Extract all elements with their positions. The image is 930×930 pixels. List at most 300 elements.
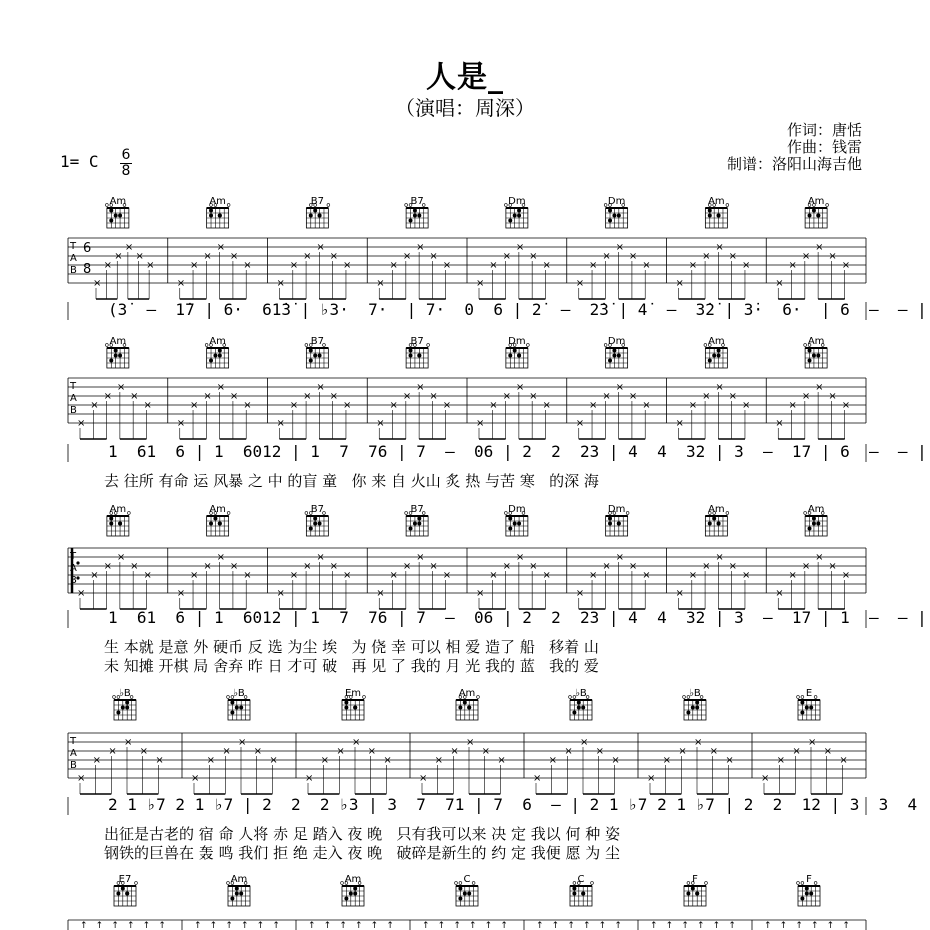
tab-note: ×	[466, 737, 475, 748]
tab-time-bottom: 8	[83, 262, 92, 277]
chord-diagram	[98, 336, 138, 348]
tab-note: ×	[419, 773, 428, 784]
tab-note: ×	[103, 561, 112, 572]
svg-text:↑: ↑	[95, 921, 104, 930]
tab-note: ×	[93, 278, 102, 289]
tab-note: ×	[320, 755, 330, 766]
chord-name: C	[463, 874, 471, 885]
tab-note: ×	[828, 251, 837, 262]
tab-note: ×	[146, 260, 155, 271]
chord-diagram	[497, 504, 537, 516]
chord-name: B7	[310, 336, 324, 347]
chord-diagram	[333, 874, 373, 886]
tab-note: ×	[575, 278, 585, 289]
tab-note: ×	[628, 251, 638, 262]
tab-note: ×	[788, 400, 797, 411]
tab-note: ×	[77, 588, 86, 599]
tab-note: ×	[801, 561, 811, 572]
tab-note: ×	[143, 570, 152, 581]
svg-text:↑: ↑	[665, 921, 674, 930]
tab-note: ×	[615, 382, 625, 393]
tab-note: ×	[77, 773, 86, 784]
tab-note: ×	[190, 400, 199, 411]
tab-note: ×	[688, 260, 698, 271]
tab-note: ×	[434, 755, 444, 766]
tab-note: ×	[841, 260, 851, 271]
svg-text:↑: ↑	[697, 921, 705, 930]
tab-note: ×	[476, 588, 485, 599]
chord-diagram	[561, 688, 601, 700]
chord-name: Am	[807, 196, 825, 207]
chord-diagram	[447, 874, 487, 886]
svg-text:↑: ↑	[551, 921, 560, 930]
tab-note: ×	[489, 260, 498, 271]
svg-text:↑: ↑	[614, 921, 622, 930]
tab-note: ×	[761, 773, 770, 784]
svg-text:↑: ↑	[386, 921, 394, 930]
tab-note: ×	[229, 561, 239, 572]
chord-name: Am	[458, 688, 476, 699]
tab-note: ×	[815, 242, 824, 253]
chord-name: Am	[230, 874, 248, 885]
chord-name: ♭B	[119, 688, 131, 699]
tab-note: ×	[416, 552, 425, 563]
chord-diagram	[397, 336, 437, 348]
chord-name: Am	[109, 336, 127, 347]
tab-note: ×	[276, 418, 285, 429]
tab-clef-letter: T	[70, 381, 77, 392]
tab-clef-letter: B	[70, 575, 77, 586]
chord-name: Am	[344, 874, 362, 885]
tab-note: ×	[602, 391, 611, 402]
chord-diagram	[219, 688, 259, 700]
chord-name: E7	[118, 874, 132, 885]
tab-note: ×	[702, 251, 711, 262]
tab-note: ×	[515, 552, 525, 563]
tab-clef-letter: A	[70, 393, 77, 404]
tab-note: ×	[342, 260, 352, 271]
tab-note: ×	[243, 570, 252, 581]
tab-note: ×	[675, 588, 684, 599]
tab-note: ×	[529, 391, 538, 402]
tab-note: ×	[542, 400, 551, 411]
tab-note: ×	[203, 391, 212, 402]
tab-note: ×	[143, 400, 152, 411]
tab-note: ×	[92, 755, 102, 766]
tab-note: ×	[741, 400, 751, 411]
tab-note: ×	[389, 570, 398, 581]
chord-name: B7	[410, 196, 424, 207]
tab-note: ×	[276, 588, 285, 599]
chord-diagram	[105, 688, 145, 700]
chord-diagram	[198, 336, 238, 348]
chord-name: Am	[807, 504, 825, 515]
chord-diagram	[105, 874, 145, 886]
tab-note: ×	[702, 561, 711, 572]
tab-note: ×	[602, 251, 611, 262]
tab-note: ×	[329, 391, 339, 402]
svg-text:↑: ↑	[225, 921, 233, 930]
tab-clef-letter: B	[70, 265, 77, 276]
tab-note: ×	[678, 746, 687, 757]
chord-name: F	[806, 874, 812, 885]
svg-text:↑: ↑	[500, 921, 508, 930]
tab-note: ×	[497, 755, 506, 766]
chord-diagram	[789, 874, 829, 886]
tab-note: ×	[476, 418, 485, 429]
tab-note: ×	[116, 552, 126, 563]
svg-text:↑: ↑	[598, 921, 607, 930]
tab-note: ×	[289, 570, 299, 581]
tab-note: ×	[303, 391, 312, 402]
svg-text:↑: ↑	[370, 921, 379, 930]
lyric-line: 生 本就 是意 外 硬币 反 选 为尘 埃 为 侥 幸 可以 相 爱 造了 船 移着 山	[104, 638, 599, 656]
chord-diagram	[696, 196, 736, 208]
tab-note: ×	[305, 773, 314, 784]
tab-note: ×	[725, 755, 734, 766]
tab-note: ×	[190, 570, 199, 581]
tab-note: ×	[589, 570, 598, 581]
tab-note: ×	[776, 755, 786, 766]
tab-note: ×	[801, 391, 811, 402]
chord-diagram	[696, 336, 736, 348]
svg-text:↑: ↑	[811, 921, 819, 930]
tab-note: ×	[203, 561, 212, 572]
chord-diagram	[796, 196, 836, 208]
chord-name: F	[692, 874, 698, 885]
song-subtitle: （演唱：周深）	[395, 96, 535, 120]
tab-note: ×	[269, 755, 278, 766]
chord-name: ♭B	[689, 688, 701, 699]
tab-note: ×	[114, 251, 123, 262]
tab-note: ×	[216, 242, 226, 253]
song-title: 人是_	[426, 60, 504, 95]
tab-note: ×	[216, 552, 226, 563]
tab-note: ×	[642, 260, 651, 271]
chord-diagram	[675, 688, 715, 700]
lyric-line: 未 知摊 开棋 局 舍弃 昨 日 才可 破 再 见 了 我的 月 光 我的 蓝 我的 爱	[104, 657, 599, 675]
tab-note: ×	[243, 260, 252, 271]
chord-diagram	[497, 336, 537, 348]
chord-name: Am	[209, 196, 226, 207]
tab-note: ×	[203, 251, 212, 262]
arranger: 制谱：洛阳山海吉他	[726, 155, 862, 173]
chord-diagram	[696, 504, 736, 516]
jianpu-line: 1 61 6 | 1 6012 | 1 7 76 | 7 – 06 | 2 2 23 | 4 4 32 | 3 – 17 | 1 – – |	[108, 608, 927, 627]
tab-note: ×	[376, 418, 385, 429]
chord-diagram	[198, 504, 238, 516]
tab-note: ×	[476, 278, 485, 289]
svg-text:↑: ↑	[728, 921, 736, 930]
jianpu-line: (3̇ – 1̇7 | 6· 61̇3̇ | ♭3· 7· | 7· 0 6 | 2̇ – 2̇3̇ | 4̇ – 3̇2̇ | 3̇· 6· | 6 – – |	[108, 300, 927, 319]
chord-name: E	[805, 688, 813, 699]
tab-note: ×	[416, 242, 425, 253]
tab-note: ×	[575, 418, 585, 429]
svg-text:↑: ↑	[453, 921, 461, 930]
tab-clef-letter: B	[70, 405, 77, 416]
svg-text:↑: ↑	[308, 921, 316, 930]
svg-text:↑: ↑	[469, 921, 477, 930]
chord-diagram	[597, 336, 637, 348]
tab-note: ×	[191, 773, 200, 784]
svg-text:↑: ↑	[583, 921, 591, 930]
chord-diagram	[297, 336, 337, 348]
chord-diagram	[297, 504, 337, 516]
tab-note: ×	[336, 746, 345, 757]
svg-text:↑: ↑	[712, 921, 721, 930]
tab-note: ×	[103, 391, 112, 402]
svg-text:↑: ↑	[241, 921, 249, 930]
tab-note: ×	[376, 278, 385, 289]
tab-note: ×	[828, 391, 837, 402]
tab-note: ×	[564, 746, 573, 757]
tab-note: ×	[303, 561, 312, 572]
tab-note: ×	[135, 251, 144, 262]
tab-note: ×	[615, 552, 625, 563]
tab-note: ×	[316, 552, 325, 563]
tab-note: ×	[130, 391, 139, 402]
svg-text:↑: ↑	[681, 921, 689, 930]
tab-note: ×	[675, 418, 684, 429]
chord-name: Dm	[607, 504, 626, 515]
svg-text:↑: ↑	[764, 921, 772, 930]
tab-note: ×	[801, 251, 811, 262]
tab-note: ×	[289, 400, 299, 411]
chord-diagram	[397, 196, 437, 208]
tab-note: ×	[216, 382, 226, 393]
chord-diagram	[789, 688, 829, 700]
svg-text:↑: ↑	[142, 921, 151, 930]
tab-note: ×	[792, 746, 801, 757]
tab-note: ×	[90, 570, 99, 581]
tab-note: ×	[823, 746, 833, 757]
tab-note: ×	[402, 251, 412, 262]
tab-note: ×	[728, 251, 738, 262]
tab-clef-letter: T	[70, 551, 77, 562]
tab-note: ×	[575, 588, 585, 599]
svg-text:↑: ↑	[355, 921, 363, 930]
tab-note: ×	[611, 755, 620, 766]
chord-name: Dm	[508, 196, 526, 207]
tab-note: ×	[206, 755, 216, 766]
tab-note: ×	[429, 251, 438, 262]
tab-note: ×	[502, 391, 511, 402]
tab-note: ×	[580, 737, 589, 748]
tab-note: ×	[675, 278, 684, 289]
tab-note: ×	[352, 737, 361, 748]
tab-staff	[68, 920, 866, 930]
tab-note: ×	[481, 746, 491, 757]
tab-note: ×	[276, 278, 285, 289]
tab-note: ×	[548, 755, 558, 766]
tab-note: ×	[376, 588, 385, 599]
tab-note: ×	[229, 251, 239, 262]
tab-note: ×	[303, 251, 312, 262]
tab-note: ×	[662, 755, 672, 766]
svg-text:↑: ↑	[536, 921, 544, 930]
svg-text:↑: ↑	[272, 921, 280, 930]
tab-note: ×	[90, 400, 99, 411]
tab-note: ×	[647, 773, 656, 784]
tab-clef-letter: A	[70, 563, 77, 574]
tab-note: ×	[775, 278, 784, 289]
svg-text:↑: ↑	[323, 921, 332, 930]
tab-note: ×	[602, 561, 611, 572]
tab-clef-letter: A	[70, 253, 77, 264]
svg-text:↑: ↑	[826, 921, 835, 930]
tab-note: ×	[316, 382, 325, 393]
svg-text:↑: ↑	[127, 921, 135, 930]
tab-note: ×	[116, 382, 126, 393]
tab-note: ×	[788, 570, 797, 581]
chord-name: ♭B	[575, 688, 587, 699]
tab-clef-letter: T	[70, 241, 77, 252]
composer: 作曲：钱雷	[786, 138, 862, 156]
chord-name: B7	[310, 504, 324, 515]
chord-name: Am	[209, 504, 226, 515]
chord-diagram	[561, 874, 601, 886]
tab-note: ×	[775, 588, 784, 599]
tab-note: ×	[589, 260, 598, 271]
tab-note: ×	[542, 570, 551, 581]
tab-note: ×	[815, 382, 824, 393]
tab-note: ×	[839, 755, 848, 766]
tab-note: ×	[383, 755, 392, 766]
chord-diagram	[597, 196, 637, 208]
svg-text:↑: ↑	[484, 921, 493, 930]
tab-note: ×	[815, 552, 824, 563]
tab-note: ×	[429, 561, 438, 572]
chord-diagram	[297, 196, 337, 208]
svg-text:↑: ↑	[795, 921, 803, 930]
time-sig-top: 6	[121, 147, 131, 163]
chord-diagram	[675, 874, 715, 886]
jianpu-line: 1 61 6 | 1 6012 | 1 7 76 | 7 – 06 | 2 2 23 | 4 4 32 | 3 – 17 | 6 – – |	[108, 442, 927, 461]
tab-note: ×	[108, 746, 117, 757]
svg-text:↑: ↑	[111, 921, 119, 930]
svg-text:↑: ↑	[339, 921, 347, 930]
chord-diagram	[497, 196, 537, 208]
tab-note: ×	[229, 391, 239, 402]
tab-note: ×	[828, 561, 837, 572]
tab-note: ×	[728, 391, 738, 402]
tab-note: ×	[289, 260, 299, 271]
tab-note: ×	[416, 382, 425, 393]
tab-note: ×	[238, 737, 247, 748]
chord-name: Dm	[508, 504, 526, 515]
chord-diagram	[447, 688, 487, 700]
tab-note: ×	[176, 278, 186, 289]
tab-note: ×	[841, 570, 851, 581]
tab-note: ×	[489, 400, 498, 411]
tab-note: ×	[402, 391, 412, 402]
tab-note: ×	[715, 552, 724, 563]
tab-note: ×	[124, 242, 134, 253]
chord-diagram	[796, 504, 836, 516]
svg-text:↑: ↑	[422, 921, 430, 930]
tab-note: ×	[728, 561, 738, 572]
chord-name: Am	[708, 504, 725, 515]
chord-name: Dm	[508, 336, 526, 347]
chord-name: B7	[410, 504, 424, 515]
tab-note: ×	[741, 260, 751, 271]
chord-diagram	[219, 874, 259, 886]
chord-name: Am	[109, 504, 127, 515]
chord-name: C	[577, 874, 585, 885]
key-signature: 1= C	[60, 152, 99, 171]
tab-note: ×	[741, 570, 751, 581]
tab-note: ×	[389, 400, 398, 411]
tab-clef-letter: T	[70, 736, 77, 747]
jianpu-line: 2 1 ♭7 2 1 ♭7 | 2 2 2 ♭3 | 3 7 71 | 7 6 – | 2 1 ♭7 2 1 ♭7 | 2 2 12 | 3 3 4	[108, 795, 918, 814]
tab-note: ×	[502, 561, 511, 572]
tab-note: ×	[176, 418, 186, 429]
chord-name: Dm	[607, 336, 626, 347]
tab-note: ×	[628, 561, 638, 572]
chord-diagram	[597, 504, 637, 516]
chord-name: B7	[310, 196, 324, 207]
lyric-line: 去 往所 有命 运 风暴 之 中 的盲 童 你 来 自 火山 炙 热 与苦 寒 的深 海	[104, 472, 599, 490]
tab-note: ×	[628, 391, 638, 402]
svg-text:↑: ↑	[842, 921, 850, 930]
tab-note: ×	[615, 242, 625, 253]
tab-note: ×	[77, 418, 86, 429]
svg-text:↑: ↑	[194, 921, 202, 930]
chord-diagram	[198, 196, 238, 208]
tab-note: ×	[515, 382, 525, 393]
tab-note: ×	[595, 746, 605, 757]
tab-note: ×	[442, 260, 452, 271]
lyric-line: 钢铁的巨兽在 轰 鸣 我们 拒 绝 走入 夜 晚 破碎是新生的 约 定 我便 愿 为 尘	[104, 844, 621, 862]
tab-note: ×	[155, 755, 164, 766]
tab-note: ×	[841, 400, 851, 411]
tab-note: ×	[529, 561, 538, 572]
svg-text:↑: ↑	[209, 921, 218, 930]
tab-note: ×	[502, 251, 511, 262]
tab-note: ×	[775, 418, 784, 429]
tab-note: ×	[442, 400, 452, 411]
tab-note: ×	[190, 260, 199, 271]
tab-clef-letter: A	[70, 748, 77, 759]
tab-note: ×	[529, 251, 538, 262]
tab-note: ×	[342, 400, 352, 411]
tab-note: ×	[542, 260, 551, 271]
lyricist: 作词：唐恬	[786, 121, 862, 139]
svg-text:↑: ↑	[256, 921, 265, 930]
chord-diagram	[397, 504, 437, 516]
tab-note: ×	[222, 746, 231, 757]
tab-note: ×	[788, 260, 797, 271]
tab-note: ×	[316, 242, 325, 253]
tab-note: ×	[589, 400, 598, 411]
tab-note: ×	[688, 570, 698, 581]
chord-name: Am	[708, 336, 725, 347]
chord-name: Am	[708, 196, 725, 207]
tab-note: ×	[124, 737, 133, 748]
tab-note: ×	[450, 746, 459, 757]
tab-note: ×	[489, 570, 498, 581]
tab-note: ×	[642, 400, 651, 411]
tab-note: ×	[176, 588, 186, 599]
tab-note: ×	[715, 382, 724, 393]
tab-note: ×	[715, 242, 724, 253]
chord-diagram	[333, 688, 373, 700]
tab-note: ×	[389, 260, 398, 271]
tab-note: ×	[367, 746, 377, 757]
tab-clef-letter: B	[70, 760, 77, 771]
tab-note: ×	[442, 570, 452, 581]
tab-note: ×	[402, 561, 412, 572]
